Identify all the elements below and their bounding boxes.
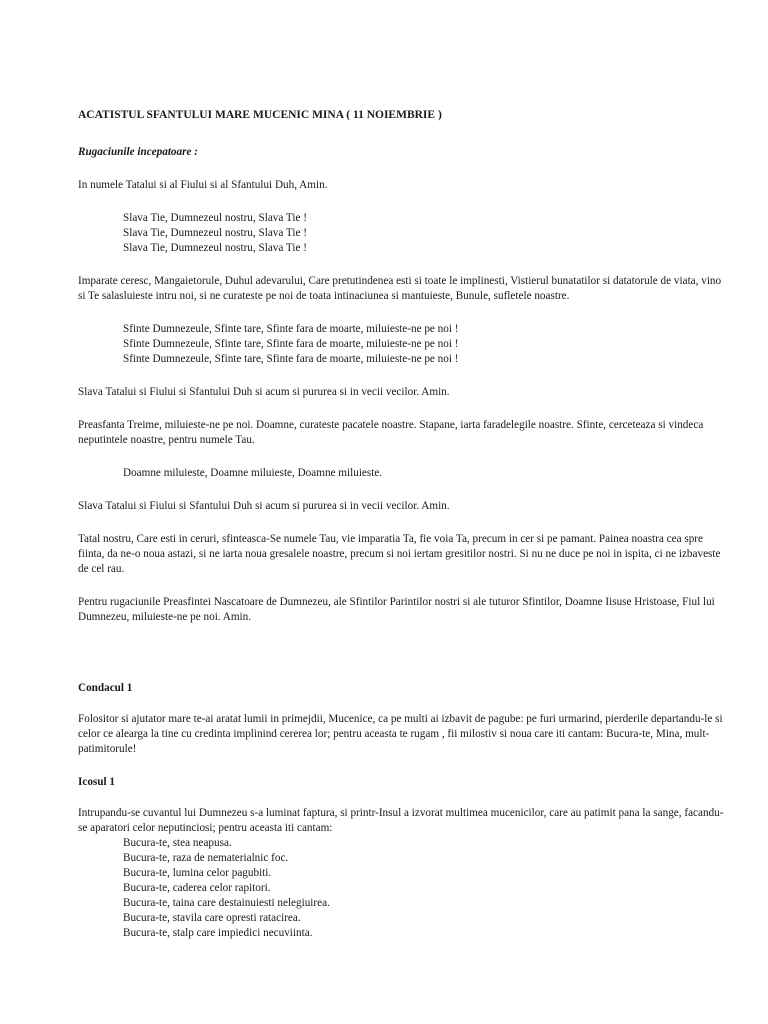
icosul-heading: Icosul 1 (78, 776, 115, 788)
document-title: ACATISTUL SFANTULUI MARE MUCENIC MINA ( 11 NOIEMBRIE ) (78, 109, 442, 121)
sfinte-line: Sfinte Dumnezeule, Sfinte tare, Sfinte fara de moarte, miluieste-ne pe noi ! (123, 353, 459, 365)
list-item: Bucura-te, lumina celor pagubiti. (123, 867, 272, 879)
paragraph-preasfanta-treime: Preasfanta Treime, miluieste-ne pe noi. Doamne, curateste pacatele noastre. Stapane, iarta faradelegile noastre. Sfinte, cerceteaza si vindeca neputintele noastre, pentru numele Tau. (78, 419, 704, 446)
sfinte-line: Sfinte Dumnezeule, Sfinte tare, Sfinte fara de moarte, miluieste-ne pe noi ! (123, 338, 459, 350)
paragraph-imparate-ceresc: Imparate ceresc, Mangaietorule, Duhul adevarului, Care pretutindenea esti si toate le implinesti, Vistierul bunatatilor si datatorule de viata, vino si Te salasluieste intru noi, si ne curateste pe noi de toata intinaciunea si mantuieste, Bunule, sufletele noastre. (78, 275, 722, 302)
paragraph-slava-tatalui-1: Slava Tatalui si Fiului si Sfantului Duh si acum si pururea si in vecii vecilor. Amin. (78, 386, 450, 398)
list-item: Bucura-te, taina care destainuiesti nelegiuirea. (123, 897, 330, 909)
icosul-text: Intrupandu-se cuvantul lui Dumnezeu s-a luminat faptura, si printr-Insul a izvorat multimea mucenicilor, care au patimit pana la sange, facandu-se aparatori celor neputinciosi; pentru aceasta iti cantam: (78, 807, 724, 834)
paragraph-tatal-nostru: Tatal nostru, Care esti in ceruri, sfinteasca-Se numele Tau, vie imparatia Ta, fie voia Ta, precum in cer si pe pamant. Painea noastra cea spre fiinta, da ne-o noua astazi, si ne iarta noua gresalele noastre, precum si noi iertam gresitilor nostri. Si nu ne duce pe noi in ispita, ci ne izbaveste de cel rau. (78, 533, 721, 575)
paragraph-in-numele: In numele Tatalui si al Fiului si al Sfantului Duh, Amin. (78, 179, 328, 191)
list-item: Bucura-te, stea neapusa. (123, 837, 232, 849)
slava-tie-block (123, 211, 730, 256)
bucura-te-list (123, 836, 730, 941)
sfinte-line: Sfinte Dumnezeule, Sfinte tare, Sfinte fara de moarte, miluieste-ne pe noi ! (123, 323, 459, 335)
condacul-heading: Condacul 1 (78, 682, 133, 694)
document-page (78, 108, 730, 941)
list-item: Bucura-te, raza de nematerialnic foc. (123, 852, 289, 864)
paragraph-slava-tatalui-2: Slava Tatalui si Fiului si Sfantului Duh si acum si pururea si in vecii vecilor. Amin. (78, 500, 450, 512)
slava-tie-line: Slava Tie, Dumnezeul nostru, Slava Tie ! (123, 227, 307, 239)
intro-heading: Rugaciunile incepatoare : (78, 146, 198, 158)
list-item: Bucura-te, caderea celor rapitori. (123, 882, 271, 894)
list-item: Bucura-te, stalp care impiedici necuviinta. (123, 927, 313, 939)
slava-tie-line: Slava Tie, Dumnezeul nostru, Slava Tie ! (123, 212, 307, 224)
section-spacer (78, 643, 730, 681)
slava-tie-line: Slava Tie, Dumnezeul nostru, Slava Tie ! (123, 242, 307, 254)
sfinte-block (123, 322, 730, 367)
list-item: Bucura-te, stavila care opresti ratacirea. (123, 912, 301, 924)
condacul-text: Folositor si ajutator mare te-ai aratat lumii in primejdii, Mucenice, ca pe multi ai izbavit de pagube: pe furi urmarind, pierderile departandu-le si celor ce alearga la tine cu credinta implinind cererea lor; pentru aceasta te rugam , fii milostiv si noua care iti cantam: Bucura-te, Mina, mult-patimitorule! (78, 713, 723, 755)
doamne-miluieste-line: Doamne miluieste, Doamne miluieste, Doamne miluieste. (123, 467, 383, 479)
paragraph-pentru-rugaciunile: Pentru rugaciunile Preasfintei Nascatoare de Dumnezeu, ale Sfintilor Parintilor nostri si ale tuturor Sfintilor, Doamne Iisuse Hristoase, Fiul lui Dumnezeu, miluieste-ne pe noi. Amin. (78, 596, 715, 623)
